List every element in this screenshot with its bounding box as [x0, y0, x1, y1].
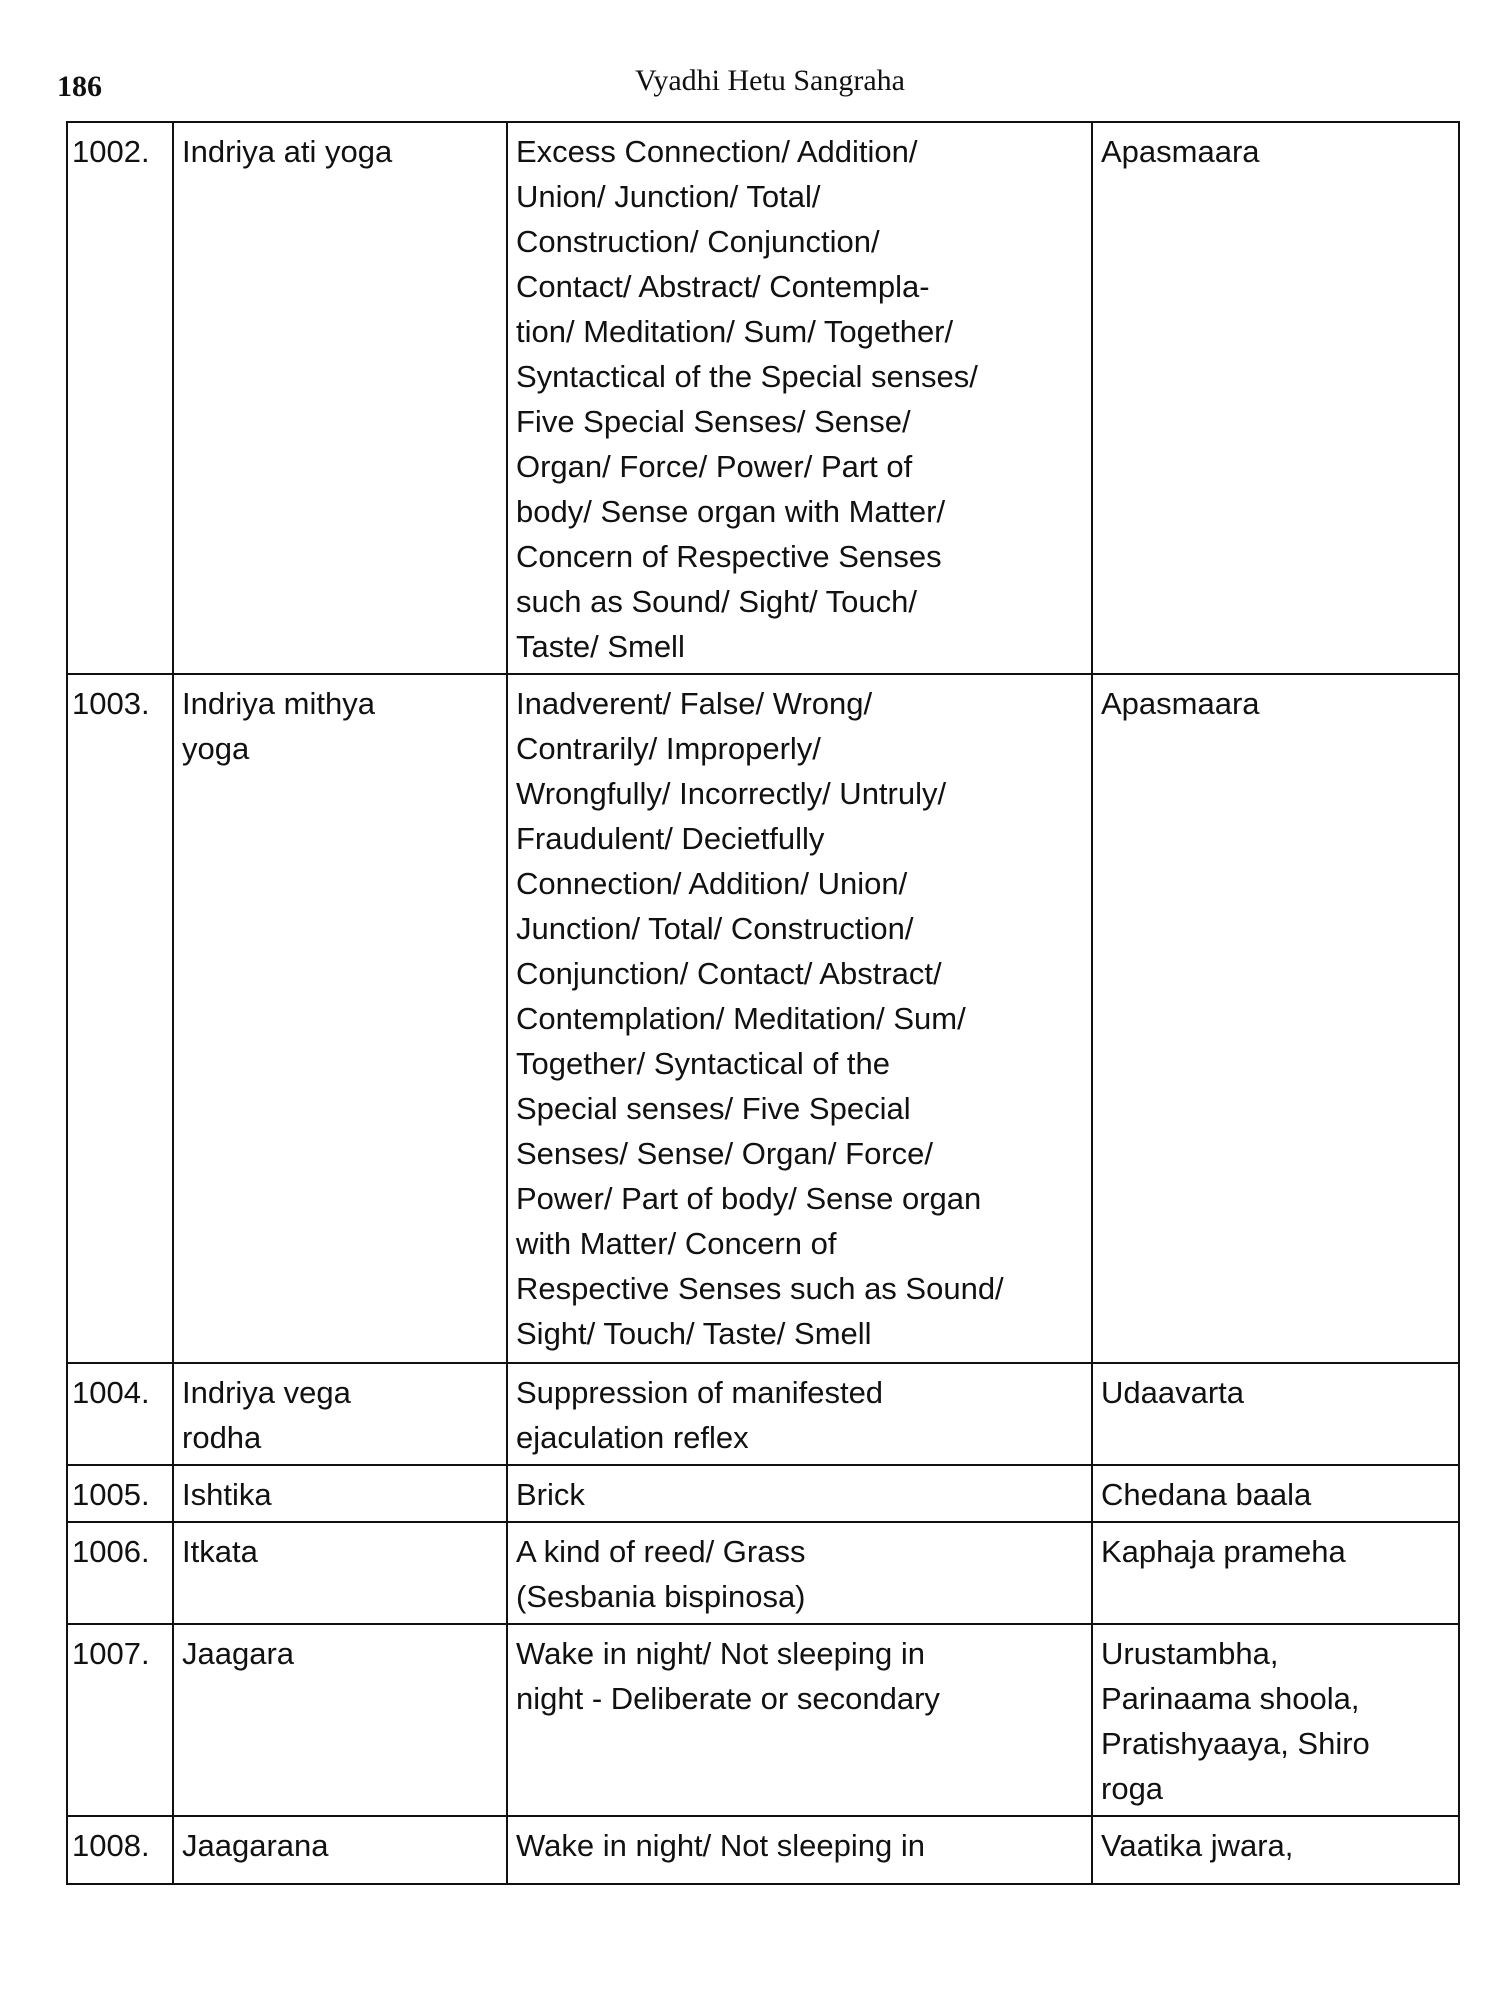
- disease-cell: [1092, 1624, 1459, 1816]
- table-row: [67, 1522, 1459, 1624]
- term-line: Jaagara: [182, 1636, 295, 1671]
- meaning-line: Wake in night/ Not sleeping in: [516, 1636, 925, 1671]
- entry-number: 1003.: [67, 674, 173, 1363]
- term-line: yoga: [182, 731, 250, 766]
- term-line: Indriya mithya: [182, 686, 375, 721]
- meaning-cell: [507, 1465, 1092, 1522]
- entry-number: 1005.: [67, 1465, 173, 1522]
- disease-cell: [1092, 674, 1459, 1363]
- meaning-line: Power/ Part of body/ Sense organ: [516, 1181, 982, 1216]
- meaning-line: body/ Sense organ with Matter/: [516, 494, 946, 529]
- page-number: 186: [57, 70, 102, 103]
- meaning-line: Conjunction/ Contact/ Abstract/: [516, 956, 942, 991]
- disease-line: Kaphaja prameha: [1101, 1534, 1346, 1569]
- meaning-line: Senses/ Sense/ Organ/ Force/: [516, 1136, 933, 1171]
- term-line: Ishtika: [182, 1477, 272, 1512]
- meaning-cell: [507, 1624, 1092, 1816]
- disease-line: Pratishyaaya, Shiro: [1101, 1726, 1370, 1761]
- meaning-line: Union/ Junction/ Total/: [516, 179, 821, 214]
- meaning-line: Wrongfully/ Incorrectly/ Untruly/: [516, 776, 947, 811]
- meaning-line: Excess Connection/ Addition/: [516, 134, 918, 169]
- term-line: Jaagarana: [182, 1828, 329, 1863]
- meaning-line: Connection/ Addition/ Union/: [516, 866, 908, 901]
- table-row: [67, 122, 1459, 674]
- table-row: [67, 1624, 1459, 1816]
- term-cell: [173, 1816, 507, 1884]
- disease-line: Parinaama shoola,: [1101, 1681, 1360, 1716]
- meaning-cell: [507, 122, 1092, 674]
- meaning-line: Syntactical of the Special senses/: [516, 359, 978, 394]
- meaning-line: Sight/ Touch/ Taste/ Smell: [516, 1316, 872, 1351]
- term-line: Itkata: [182, 1534, 258, 1569]
- disease-cell: [1092, 1522, 1459, 1624]
- meaning-line: Five Special Senses/ Sense/: [516, 404, 911, 439]
- disease-line: roga: [1101, 1771, 1164, 1806]
- term-cell: [173, 1522, 507, 1624]
- meaning-cell: [507, 674, 1092, 1363]
- meaning-line: Together/ Syntactical of the: [516, 1046, 890, 1081]
- disease-line: Apasmaara: [1101, 686, 1260, 721]
- meaning-line: Contemplation/ Meditation/ Sum/: [516, 1001, 966, 1036]
- meaning-cell: [507, 1522, 1092, 1624]
- disease-line: Apasmaara: [1101, 134, 1260, 169]
- meaning-line: night - Deliberate or secondary: [516, 1681, 940, 1716]
- meaning-line: Suppression of manifested: [516, 1375, 884, 1410]
- term-cell: [173, 1465, 507, 1522]
- meaning-line: Concern of Respective Senses: [516, 539, 942, 574]
- meaning-line: Fraudulent/ Decietfully: [516, 821, 825, 856]
- meaning-line: Organ/ Force/ Power/ Part of: [516, 449, 913, 484]
- meaning-cell: [507, 1816, 1092, 1884]
- meaning-line: Wake in night/ Not sleeping in: [516, 1828, 925, 1863]
- disease-line: Urustambha,: [1101, 1636, 1279, 1671]
- meaning-line: ejaculation reflex: [516, 1420, 749, 1455]
- term-line: Indriya vega: [182, 1375, 351, 1410]
- glossary-table: [66, 121, 1460, 1885]
- meaning-line: Construction/ Conjunction/: [516, 224, 880, 259]
- meaning-line: Contact/ Abstract/ Contempla-: [516, 269, 930, 304]
- meaning-line: (Sesbania bispinosa): [516, 1579, 806, 1614]
- meaning-line: Brick: [516, 1477, 585, 1512]
- term-line: Indriya ati yoga: [182, 134, 393, 169]
- meaning-line: Contrarily/ Improperly/: [516, 731, 821, 766]
- meaning-line: tion/ Meditation/ Sum/ Together/: [516, 314, 954, 349]
- table-row: [67, 1465, 1459, 1522]
- entry-number: 1007.: [67, 1624, 173, 1816]
- table-row: [67, 1363, 1459, 1465]
- meaning-line: Taste/ Smell: [516, 629, 685, 664]
- meaning-line: Special senses/ Five Special: [516, 1091, 911, 1126]
- meaning-line: Respective Senses such as Sound/: [516, 1271, 1004, 1306]
- entry-number: 1008.: [67, 1816, 173, 1884]
- meaning-line: Inadverent/ False/ Wrong/: [516, 686, 873, 721]
- disease-cell: [1092, 122, 1459, 674]
- table-row: [67, 1816, 1459, 1884]
- term-cell: [173, 122, 507, 674]
- entry-number: 1006.: [67, 1522, 173, 1624]
- meaning-line: A kind of reed/ Grass: [516, 1534, 806, 1569]
- entry-number: 1002.: [67, 122, 173, 674]
- term-line: rodha: [182, 1420, 262, 1455]
- entry-number: 1004.: [67, 1363, 173, 1465]
- disease-line: Chedana baala: [1101, 1477, 1312, 1512]
- term-cell: [173, 1624, 507, 1816]
- meaning-line: Junction/ Total/ Construction/: [516, 911, 914, 946]
- table-row: [67, 674, 1459, 1363]
- disease-cell: [1092, 1465, 1459, 1522]
- term-cell: [173, 1363, 507, 1465]
- meaning-cell: [507, 1363, 1092, 1465]
- disease-cell: [1092, 1363, 1459, 1465]
- running-header-title: Vyadhi Hetu Sangraha: [635, 64, 905, 97]
- meaning-line: with Matter/ Concern of: [516, 1226, 837, 1261]
- disease-line: Udaavarta: [1101, 1375, 1245, 1410]
- disease-line: Vaatika jwara,: [1101, 1828, 1294, 1863]
- meaning-line: such as Sound/ Sight/ Touch/: [516, 584, 917, 619]
- term-cell: [173, 674, 507, 1363]
- disease-cell: [1092, 1816, 1459, 1884]
